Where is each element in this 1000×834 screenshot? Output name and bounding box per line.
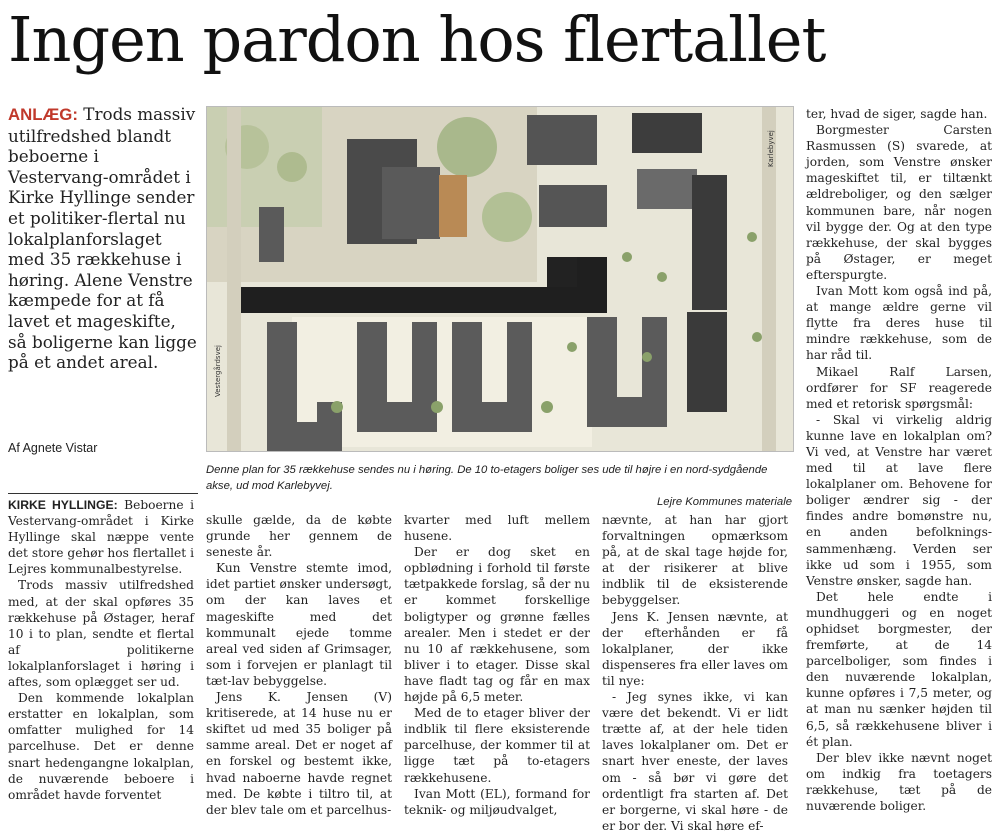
lead-paragraph	[8, 104, 198, 373]
caption-text: Denne plan for 35 rækkehuse sendes nu i høring. De 10 to-etagers boliger ses ude til højre i en nord-sydgående akse, ud mod Karlebyvej.	[206, 464, 768, 492]
paragraph: Der blev ikke nævnt noget om indkig fra toetagers rækkehuse, tæt på de nuværende boliger.	[806, 750, 992, 814]
paragraph-text: Beboerne i Vestervang-området i Kirke Hyllinge skal næppe vente det store gehør hos flertallet i Lejres kommunalbestyrelse.	[8, 498, 194, 577]
paragraph: Jens K. Jensen (V) kritiserede, at 14 huse nu er skiftet ud med 35 boliger på samme areal. Det er noget af en forskel og bestemt ikke, hvad naboerne havde regnet med. De købte i tiltro til, at der blev tale om et parcelhus-	[206, 690, 392, 817]
site-plan-drawing	[207, 107, 793, 451]
paragraph: kvarter med luft mellem husene.	[404, 513, 590, 544]
paragraph: Trods massiv utilfredshed med, at der skal opføres 35 rækkehuse på Østager, heraf 10 i to plan, sendte et flertal af politikerne lokalplanforslaget i høring i aftes, som oplægget ser ud.	[8, 578, 194, 690]
article-column-2	[206, 512, 392, 818]
byline-rule	[8, 493, 198, 494]
paragraph: skulle gælde, da de købte grunde her gennem de seneste år.	[206, 513, 392, 560]
byline: Af Agnete Vistar	[8, 441, 98, 455]
paragraph: Mikael Ralf Larsen, ordfører for SF reagerede med et retorisk spørgsmål:	[806, 364, 992, 411]
lead-text: Trods massiv utilfredshed blandt beboerne i Vestervang-området i Kirke Hyllinge sender et politiker-flertal nu lokalplanforslaget med 35 rækkehuse i høring. Alene Venstre kæmpede for at få lavet et mageskifte, så boligerne kan ligge på et andet areal.	[8, 104, 197, 373]
paragraph: Kun Venstre stemte imod, idet partiet ønsker undersøgt, om der kan laves et mageskifte med det kommunalt ejede tomme areal ved siden af Grimsager, som i forvejen er planlagt til tæt-lav bebyggelse.	[206, 561, 392, 688]
paragraph: Den kommende lokalplan erstatter en lokalplan, som omfatter mulighed for 14 parcelhuse. Det er denne snart hedengangne lokalplan, de nuværende beboere i området havde forventet	[8, 691, 194, 802]
article-column-5	[806, 106, 992, 814]
lead-kicker: ANLÆG:	[8, 105, 78, 124]
headline: Ingen pardon hos flertallet	[8, 3, 826, 76]
article-column-3	[404, 512, 590, 818]
paragraph: Jens K. Jensen nævnte, at der efterhånden er få lokalplaner, der ikke dispenseres fra eller laves om til nye:	[602, 609, 788, 688]
road-vestergaardsvej	[227, 107, 241, 451]
paragraph: Med de to etager bliver der indblik til flere eksisterende parcelhuse, der kommer til at ligge tæt på to-etagers rækkehusene.	[404, 706, 590, 785]
two-storey-block	[692, 175, 727, 310]
article-column-4	[602, 512, 788, 834]
terrace-block	[632, 113, 702, 153]
paragraph	[8, 497, 194, 577]
paragraph: - Jeg synes ikke, vi kan være det bekendt. Vi er lidt trætte af, at der hele tiden laves lokalplaner om. Det er snart hver eneste, der laves om - så bør vi gøre det ordentligt fra starten af. Det er borgerne, vi skal høre - de er bor der. Vi skal høre ef-	[602, 690, 788, 833]
article-column-1	[8, 497, 194, 803]
road-label-east: Karlebyvej	[767, 130, 775, 167]
site-plan-image	[206, 106, 794, 452]
paragraph: Det hele endte i mundhuggeri og en noget ophidset borgmester, der fremførte, at de 14 parcelboliger, som findes i den nuværende lokalplan, kunne opføres i 7,5 meter, og at man nu sænker højden til 6,5, så rækkehusene bliver i ét plan.	[806, 589, 992, 749]
access-road	[235, 287, 580, 313]
paragraph: nævnte, at han har gjort forvaltningen opmærksom på, at de skal tage højde for, at der risikerer at blive indblik til de eksisterende bebyggelser.	[602, 513, 788, 608]
dateline: KIRKE HYLLINGE:	[8, 498, 118, 512]
photo-caption	[206, 462, 792, 510]
paragraph: Ivan Mott kom også ind på, at mange ældre gerne vil flytte fra deres huse til mindre rækkehuse, som de har råd til.	[806, 284, 992, 363]
caption-credit: Lejre Kommunes materiale	[657, 496, 792, 508]
paragraph: Der er dog sket en opblødning i forhold til første tætpakkede forslag, så der nu er kommet forskellige boligtyper og grønne fælles arealer. Men i stedet er der nu 10 af rækkehusene, som bliver i to etager. Disse skal have fladt tag og får en max højde på 6,5 meter.	[404, 545, 590, 705]
paragraph: Borgmester Carsten Rasmussen (S) svarede, at jorden, som Venstre ønsker mageskiftet til, er tiltænkt ældreboliger, og den sælger kommunen bare, når nogen vil bygge der. Og at den type rækkehuse, der skal bygges på Østager, er meget efterspurgte.	[806, 123, 992, 282]
paragraph: - Skal vi virkelig aldrig kunne lave en lokalplan om? Vi ved, at Venstre har været med til at lave flere lokalplaner om. Behovene for boliger ændrer sig - der findes andre bomønstre nu, en anden befolknings-sammenhæng. Verden ser ikke ud som i 1955, som Venstre ønsker, sagde han.	[806, 412, 992, 588]
paragraph: Ivan Mott (EL), formand for teknik- og miljøudvalget,	[404, 786, 590, 817]
terrace-block	[539, 185, 607, 227]
two-storey-block	[687, 312, 727, 412]
paragraph: ter, hvad de siger, sagde han.	[806, 107, 988, 121]
road-label-west: Vestergårdsvej	[214, 345, 222, 397]
terrace-block	[527, 115, 597, 165]
